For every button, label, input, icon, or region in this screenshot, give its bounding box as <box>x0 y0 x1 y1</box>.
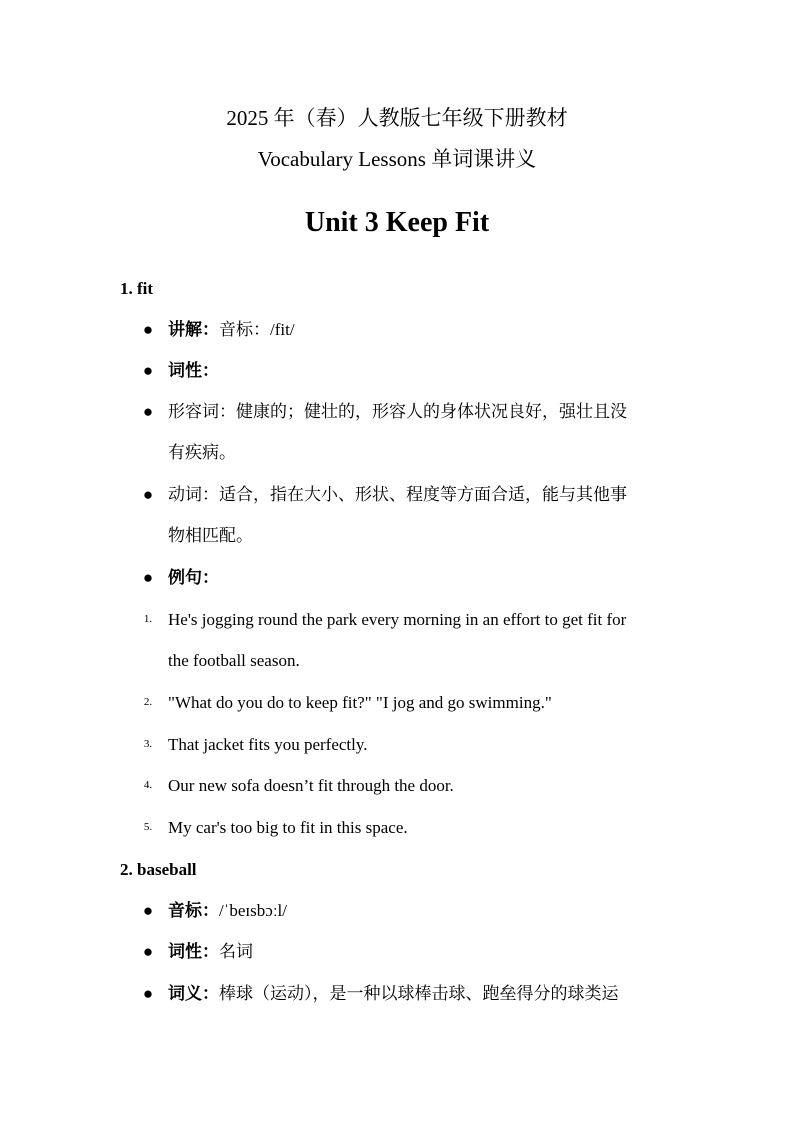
bullet-icon: ● <box>142 402 154 421</box>
section-heading-fit: 1. fit <box>120 279 154 298</box>
item-label: 音标： <box>168 901 219 920</box>
bullet-icon: ● <box>142 901 154 920</box>
item-label: 词性： <box>168 361 219 380</box>
item-label: 讲解： <box>168 320 219 339</box>
header-line-1: 2025 年（春）人教版七年级下册教材 <box>226 106 568 130</box>
example-number: 1. <box>143 613 153 625</box>
item-text: /ˈbeɪsbɔːl/ <box>219 901 287 920</box>
item-text: 物相匹配。 <box>168 526 253 545</box>
item-label: 词义： <box>168 984 219 1003</box>
item-text: 音标：/fit/ <box>219 320 295 339</box>
item-text: 棒球（运动），是一种以球棒击球、跑垒得分的球类运 <box>219 984 619 1003</box>
example-text: My car's too big to fit in this space. <box>168 818 408 837</box>
bullet-icon: ● <box>142 485 154 504</box>
example-number: 5. <box>143 821 153 833</box>
bullet-icon: ● <box>142 320 154 339</box>
bullet-icon: ● <box>142 568 154 587</box>
example-number: 2. <box>143 696 153 708</box>
section-heading-baseball: 2. baseball <box>120 860 197 879</box>
example-text: "What do you do to keep fit?" "I jog and go swimming." <box>168 693 552 712</box>
item-text: 有疾病。 <box>168 443 236 462</box>
item-text: 动词：适合，指在大小、形状、程度等方面合适，能与其他事 <box>168 485 627 504</box>
example-text: the football season. <box>168 651 300 670</box>
example-text: Our new sofa doesn’t fit through the door. <box>168 776 454 795</box>
example-text: That jacket fits you perfectly. <box>168 735 368 754</box>
unit-title: Unit 3 Keep Fit <box>304 207 490 238</box>
bullet-icon: ● <box>142 984 154 1003</box>
bullet-icon: ● <box>142 942 154 961</box>
item-label: 例句： <box>168 568 219 587</box>
item-text: 名词 <box>219 942 253 961</box>
item-text: 形容词：健康的；健壮的，形容人的身体状况良好，强壮且没 <box>168 402 627 421</box>
header-line-2: Vocabulary Lessons 单词课讲义 <box>257 147 537 171</box>
item-label: 词性： <box>168 942 219 961</box>
example-number: 3. <box>143 738 153 750</box>
example-number: 4. <box>143 779 153 791</box>
bullet-icon: ● <box>142 361 154 380</box>
example-text: He's jogging round the park every morning in an effort to get fit for <box>168 610 627 629</box>
